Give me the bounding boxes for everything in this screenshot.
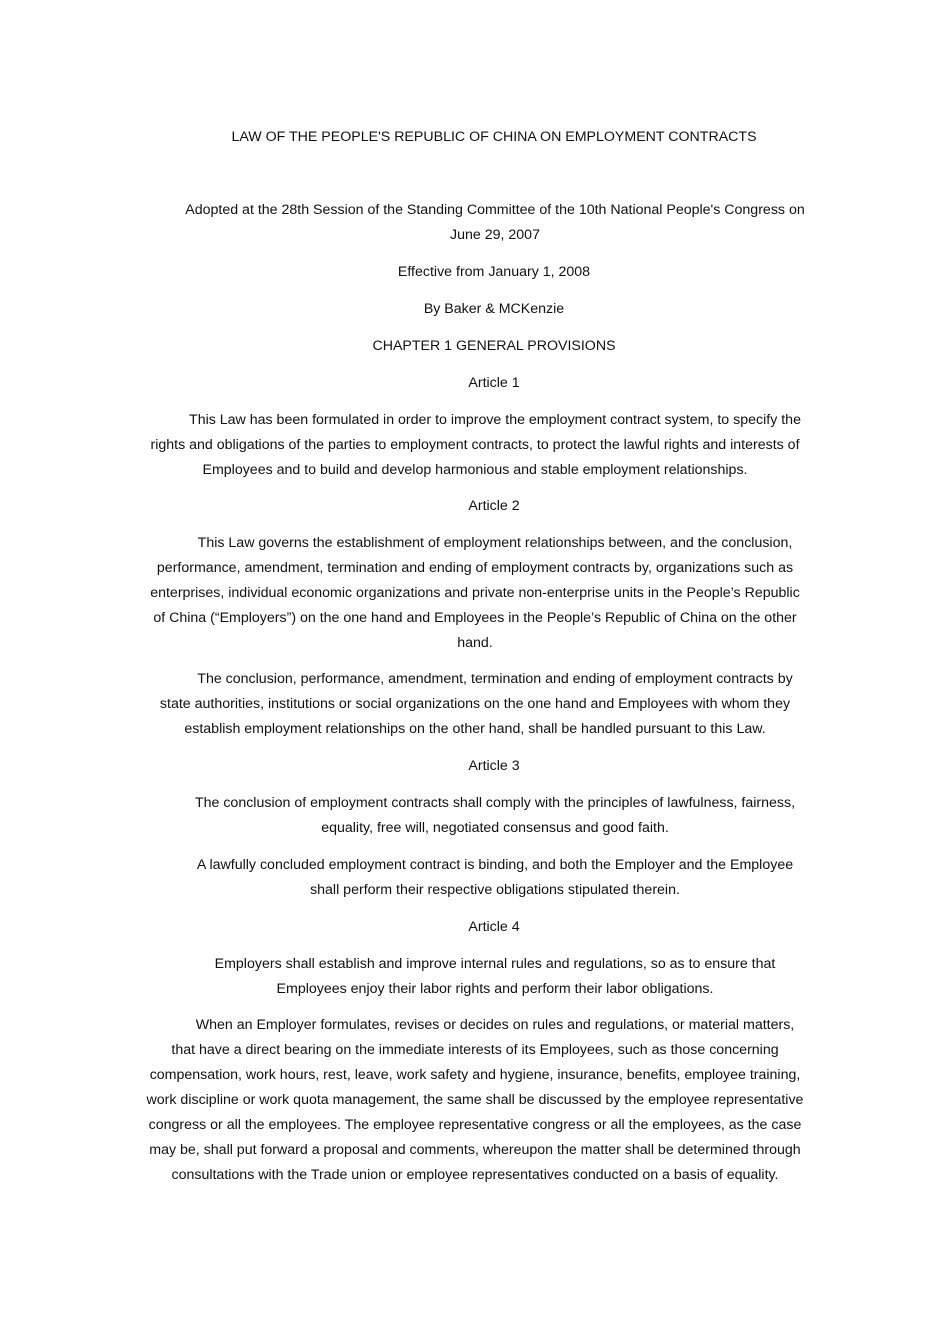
article-paragraph: Employers shall establish and improve internal rules and regulations, so as to ensure that Employees enjoy their labor rights and perform their labor obligations. (214, 956, 776, 997)
article-paragraph: This Law governs the establishment of employment relationships between, and the conclusion, performance, amendment, termination and ending of employment contracts by, organizations such as enterprises, individual economic organizations and private non-enterprise units in the People’s Republic of China (“Employers”) on the one hand and Employees in the People’s Republic of China on the other hand. (150, 535, 800, 651)
article-paragraph: When an Employer formulates, revises or decides on rules and regulations, or material matters, that have a direct bearing on the immediate interests of its Employees, such as those concerning compensation, work hours, rest, leave, work safety and hygiene, insurance, benefits, employee training, work discipline or work quota management, the same shall be discussed by the employee representative congress or all the employees. The employee representative congress or all the employees, as the case may be, shall put forward a proposal and comments, whereupon the matter shall be determined through consultations with the Trade union or employee representatives conducted on a basis of equality. (146, 1017, 804, 1183)
chapter-heading: CHAPTER 1 GENERAL PROVISIONS (372, 338, 616, 354)
adoption-note: Adopted at the 28th Session of the Standing Committee of the 10th National People's Congress on June 29, 2007 (185, 202, 805, 243)
article-heading: Article 4 (468, 919, 520, 935)
article-paragraph: The conclusion of employment contracts shall comply with the principles of lawfulness, fairness, equality, free will, negotiated consensus and good faith. (194, 795, 796, 836)
article-heading: Article 1 (468, 375, 520, 391)
article-heading: Article 2 (468, 498, 520, 514)
article-paragraph: A lawfully concluded employment contract is binding, and both the Employer and the Employee shall perform their respective obligations stipulated therein. (196, 857, 794, 898)
effective-date: Effective from January 1, 2008 (397, 264, 591, 280)
article-paragraph: This Law has been formulated in order to improve the employment contract system, to specify the rights and obligations of the parties to employment contracts, to protect the lawful rights and interests of Employees and to build and develop harmonious and stable employment relationships. (150, 412, 801, 478)
document-title: LAW OF THE PEOPLE'S REPUBLIC OF CHINA ON EMPLOYMENT CONTRACTS (231, 129, 757, 145)
article-paragraph: The conclusion, performance, amendment, termination and ending of employment contracts by state authorities, institutions or social organizations on the one hand and Employees with whom they establish employment relationships on the other hand, shall be handled pursuant to this Law. (159, 671, 793, 737)
author-line: By Baker & MCKenzie (423, 301, 565, 317)
article-heading: Article 3 (468, 758, 520, 774)
